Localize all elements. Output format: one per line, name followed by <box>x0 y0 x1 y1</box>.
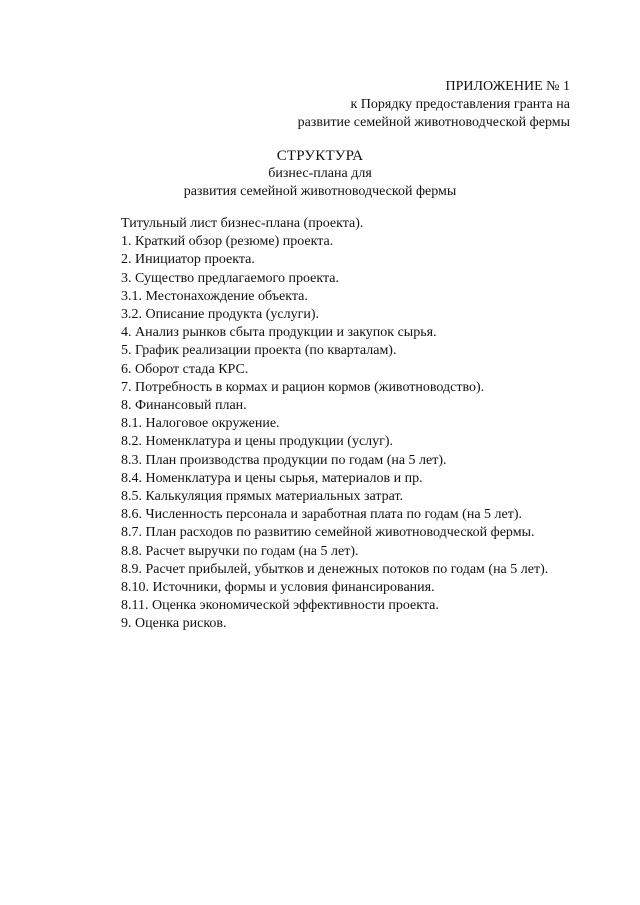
list-item: 3.2. Описание продукта (услуги). <box>121 307 319 323</box>
list-item: Титульный лист бизнес-плана (проекта). <box>121 216 364 231</box>
document-subtitle: бизнес-плана для <box>268 166 372 181</box>
list-item: 8.11. Оценка экономической эффективности проекта. <box>121 598 439 614</box>
list-item: 1. Краткий обзор (резюме) проекта. <box>121 234 334 250</box>
document-title: СТРУКТУРА <box>276 148 364 164</box>
appendix-reference-continued: развитие семейной животноводческой фермы <box>297 115 570 130</box>
list-item: 8.3. План производства продукции по годам (на 5 лет). <box>121 452 447 468</box>
list-item: 8.7. План расходов по развитию семейной животноводческой фермы. <box>121 525 535 541</box>
structure-list <box>86 215 575 634</box>
list-item: 3. Существо предлагаемого проекта. <box>121 270 339 286</box>
appendix-reference: к Порядку предоставления гранта на <box>350 97 570 112</box>
list-item: 7. Потребность в кормах и рацион кормов (животноводство). <box>121 379 485 395</box>
list-item: 8.1. Налоговое окружение. <box>121 416 280 432</box>
list-item: 8.10. Источники, формы и условия финансирования. <box>121 580 435 596</box>
list-item: 8.4. Номенклатура и цены сырья, материалов и пр. <box>121 470 423 486</box>
document-heading <box>0 147 640 201</box>
list-item: 3.1. Местонахождение объекта. <box>121 288 308 304</box>
list-item: 8.6. Численность персонала и заработная плата по годам (на 5 лет). <box>121 507 523 523</box>
appendix-header <box>298 78 570 132</box>
list-item: 8. Финансовый план. <box>121 398 247 414</box>
list-item: 6. Оборот стада КРС. <box>121 361 249 377</box>
list-item: 5. График реализации проекта (по кварталам). <box>121 343 397 359</box>
list-item: 8.8. Расчет выручки по годам (на 5 лет). <box>121 543 359 559</box>
list-item: 8.2. Номенклатура и цены продукции (услуг). <box>121 434 394 450</box>
list-item: 8.9. Расчет прибылей, убытков и денежных потоков по годам (на 5 лет). <box>121 561 549 577</box>
list-item: 9. Оценка рисков. <box>121 616 227 632</box>
list-item: 2. Инициатор проекта. <box>121 252 255 268</box>
list-item: 4. Анализ рынков сбыта продукции и закупок сырья. <box>121 325 437 341</box>
list-item: 8.5. Калькуляция прямых материальных затрат. <box>121 489 404 505</box>
document-subtitle-continued: развития семейной животноводческой фермы <box>183 184 457 199</box>
appendix-number: ПРИЛОЖЕНИЕ № 1 <box>445 79 570 94</box>
